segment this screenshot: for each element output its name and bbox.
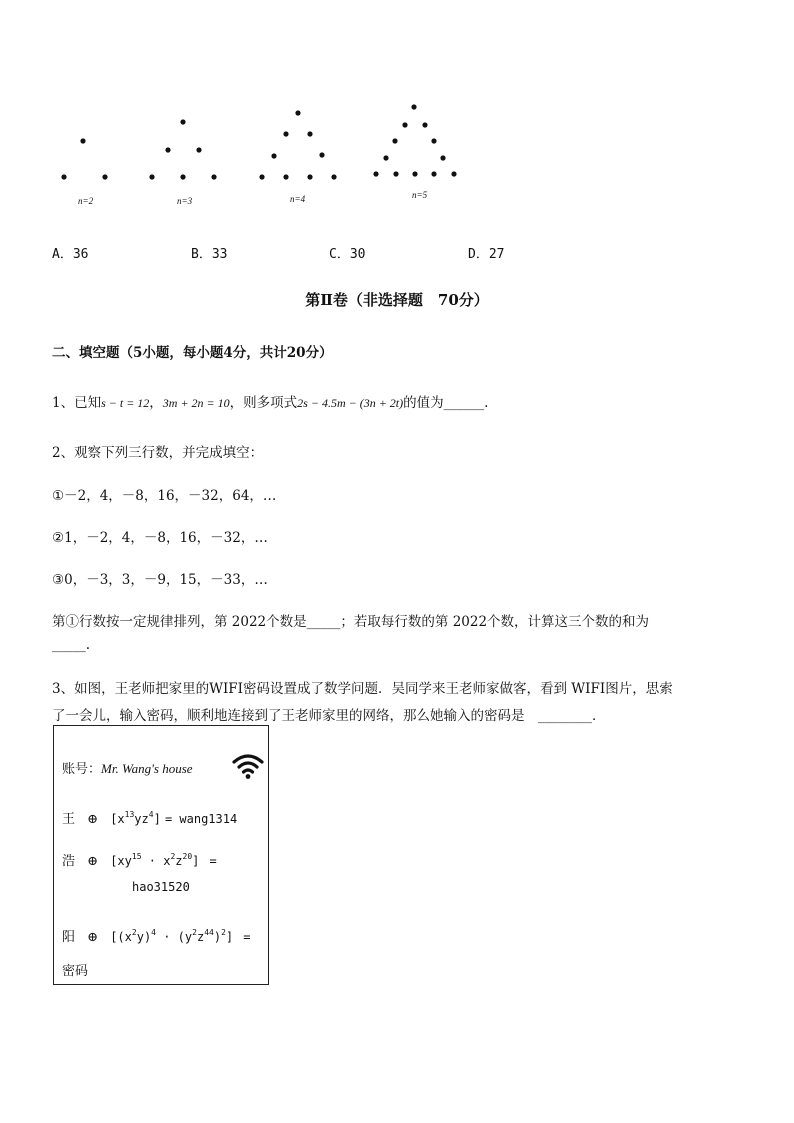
sequence-row-1: ①－2，4，－8，16，－32，64，… [52,488,277,504]
question-3-line-1: 3、如图，王老师把家里的WIFI密码设置成了数学问题．吴同学来王老师家做客，看到 WIFI图片，思索 [52,681,673,697]
dot [180,119,185,124]
dot [165,147,170,152]
dot [440,155,445,160]
wang-formula: $[x^{13}yz^4]$ [110,810,161,826]
dot [431,138,436,143]
dot [331,174,336,179]
question-2-ask-line-2: _____. [52,637,91,653]
dot-pattern-figure [50,100,470,210]
question-2-intro: 2、观察下列三行数，并完成填空： [52,445,264,461]
question-3-line-2: 了一会儿，输入密码，顺利地连接到了王老师家里的网络，那么她输入的密码是 ________． [52,708,606,724]
equals-sign: = [243,930,251,944]
dot [61,174,66,179]
dot [211,174,216,179]
q1-condition-2: 3m + 2n = 10 [162,396,230,410]
dot [373,171,378,176]
figure-label-n5: n=5 [412,190,428,200]
wifi-icon [232,752,264,784]
wifi-card [53,725,269,985]
account-value: Mr. Wang's house [101,761,193,776]
option-b: B．33 [191,247,228,262]
figure-label-n3: n=3 [177,196,193,206]
q1-suffix: 的值为______. [403,395,489,411]
dot [295,110,300,115]
option-a: A．36 [52,247,89,262]
dot [422,122,427,127]
account-label: 账号： [62,762,102,777]
q1-middle: ，则多项式 [229,395,298,411]
dot [451,171,456,176]
dot [259,174,264,179]
dot-pattern-svg [50,100,470,210]
question-2-ask-line-1: 第①行数按一定规律排列，第 2022个数是_____；若取每行数的第 2022个数，计算这三个数的和为 [52,614,650,630]
hao-char: 浩 [62,854,76,869]
figure-label-n2: n=2 [78,196,94,206]
q1-expression: 2s − 4.5m − (3n + 2t) [297,396,404,410]
dot [431,171,436,176]
dot [283,131,288,136]
hao-formula: $[xy^{15} \cdot x^2z^{20}]$ [110,852,200,868]
dot [411,104,416,109]
q1-condition-1: s − t = 12 [101,396,150,410]
dot [80,138,85,143]
yang-char: 阳 [62,930,76,945]
option-d: D．27 [468,247,505,262]
wang-row [62,808,237,827]
section-title: 第Ⅱ卷（非选择题 70分） [305,291,489,309]
account-row [62,758,193,777]
figure-label-n4: n=4 [290,194,306,204]
wang-char: 王 [62,812,76,827]
hao-result: hao31520 [132,880,190,894]
dot [412,171,417,176]
q1-separator: ， [149,395,163,411]
sequence-row-2: ②1，－2，4，－8，16，－32，… [52,530,268,546]
dot [283,174,288,179]
dot [383,155,388,160]
dot [149,174,154,179]
dot [196,147,201,152]
dot [271,153,276,158]
yang-row [62,926,251,945]
section-heading: 二、填空题（5小题，每小题4分，共计20分） [52,345,333,361]
sequence-row-3: ③0，－3，3，－9，15，－33，… [52,572,268,588]
option-c: C．30 [329,247,366,262]
oplus-symbol: ⊕ [87,930,99,945]
dot [180,174,185,179]
dot [402,122,407,127]
equals-sign: = [209,854,217,868]
yang-formula: $[(x^2y)^4 \cdot (y^2z^{44})^2]$ [110,928,234,944]
oplus-symbol: ⊕ [87,812,99,827]
hao-row [62,850,217,869]
oplus-symbol: ⊕ [87,854,99,869]
yang-result: 密码 [62,964,89,979]
dot [307,131,312,136]
dot [393,171,398,176]
dot [307,174,312,179]
dot [319,152,324,157]
dot [102,174,107,179]
wang-result: = wang1314 [164,812,238,826]
dot [392,138,397,143]
q1-prefix: 1、已知 [52,395,102,411]
question-1 [52,391,488,411]
